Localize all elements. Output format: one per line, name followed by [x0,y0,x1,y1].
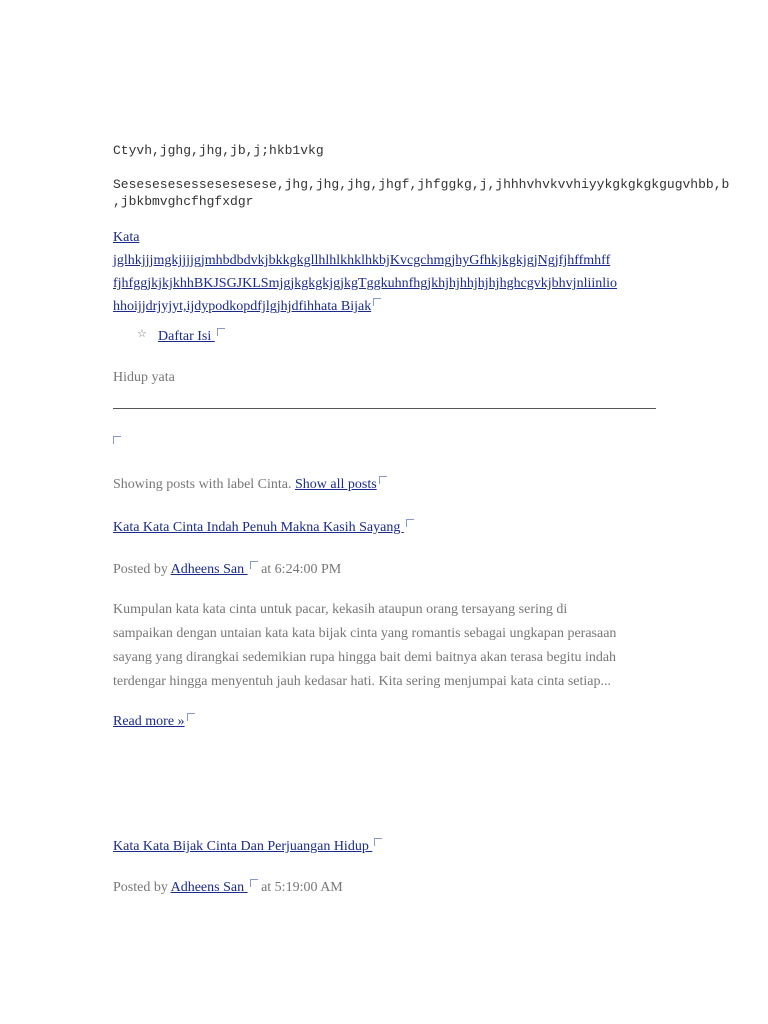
post-title-link[interactable]: Kata Kata Bijak Cinta Dan Perjuangan Hidup [113,839,373,854]
post-excerpt [113,598,658,694]
label-status-text: Showing posts with label Cinta. [113,477,295,492]
external-link-icon [250,879,258,887]
post-title[interactable] [113,519,414,536]
blog-title-link[interactable] [113,226,658,318]
read-more[interactable] [113,713,195,730]
nav-item-daftar-isi[interactable] [158,328,225,345]
post-meta [113,879,343,896]
blog-title-line-4[interactable]: hhoijjdrjyjyt,ijdypodkopdfjlgjhjdfihhata Bijak [113,299,372,314]
post-title[interactable] [113,838,382,855]
blog-title-line-1[interactable]: Kata [113,230,140,245]
show-all-posts-link[interactable]: Show all posts [295,477,377,492]
header-line-1: Ctyvh,jghg,jhg,jb,j;hkb1vkg [113,143,324,158]
author-link[interactable]: Adheens San [170,562,248,577]
header-line-2a: Sesesesesessesesesese,jhg,jhg,jhg,jhgf,jhfggkg,j,jhhhvhvkvvhiyykgkgkgkgugvhbb,b [113,177,730,192]
excerpt-line: terdengar hingga menyentuh jauh kedasar hati. Kita sering menjumpai kata cinta setiap... [113,674,611,689]
divider [113,408,656,409]
external-link-icon [406,519,414,527]
bullet-icon: ☆ [137,328,147,340]
blog-title-line-2[interactable]: jglhkjjjmgkjjjjgjmhbdbdvkjbkkgkgllhlhlkhklhkbjKvcgchmgjhyGfhkjkgkjgjNgjfjhffmhff [113,253,611,268]
tagline: Hidup yata [113,370,175,385]
toc-link[interactable]: Daftar Isi [158,329,215,344]
post-time: at 5:19:00 AM [257,880,343,895]
external-link-icon [217,328,225,336]
external-link-icon [250,561,258,569]
post-time: at 6:24:00 PM [257,562,342,577]
posted-by-label: Posted by [113,562,171,577]
external-link-icon [374,838,382,846]
blog-title-line-3[interactable]: fjhfggjkjkjkhhBKJSGJKLSmjgjkgkgkjgjkgTggkuhnfhgjkhjhjhhjhjhjhghcgvkjbhvjnliinlio [113,276,618,291]
excerpt-line: sayang yang dirangkai sedemikian rupa hingga bait demi baitnya akan terasa begitu indah [113,650,617,665]
author-link[interactable]: Adheens San [170,880,248,895]
excerpt-line: Kumpulan kata kata cinta untuk pacar, kekasih ataupun orang tersayang sering di [113,602,568,617]
external-link-icon [373,298,381,306]
external-link-icon [379,476,387,484]
posted-by-label: Posted by [113,880,171,895]
read-more-link[interactable]: Read more » [113,714,185,729]
post-title-link[interactable]: Kata Kata Cinta Indah Penuh Makna Kasih Sayang [113,520,404,535]
external-link-icon [187,713,195,721]
image-placeholder-icon [113,435,121,453]
label-status-bar [113,476,387,493]
post-meta [113,561,341,578]
excerpt-line: sampaikan dengan untaian kata kata bijak cinta yang romantis sebagai ungkapan perasaan [113,626,617,641]
header-line-2b: ,jbkbmvghcfhgfxdgr [113,194,254,209]
